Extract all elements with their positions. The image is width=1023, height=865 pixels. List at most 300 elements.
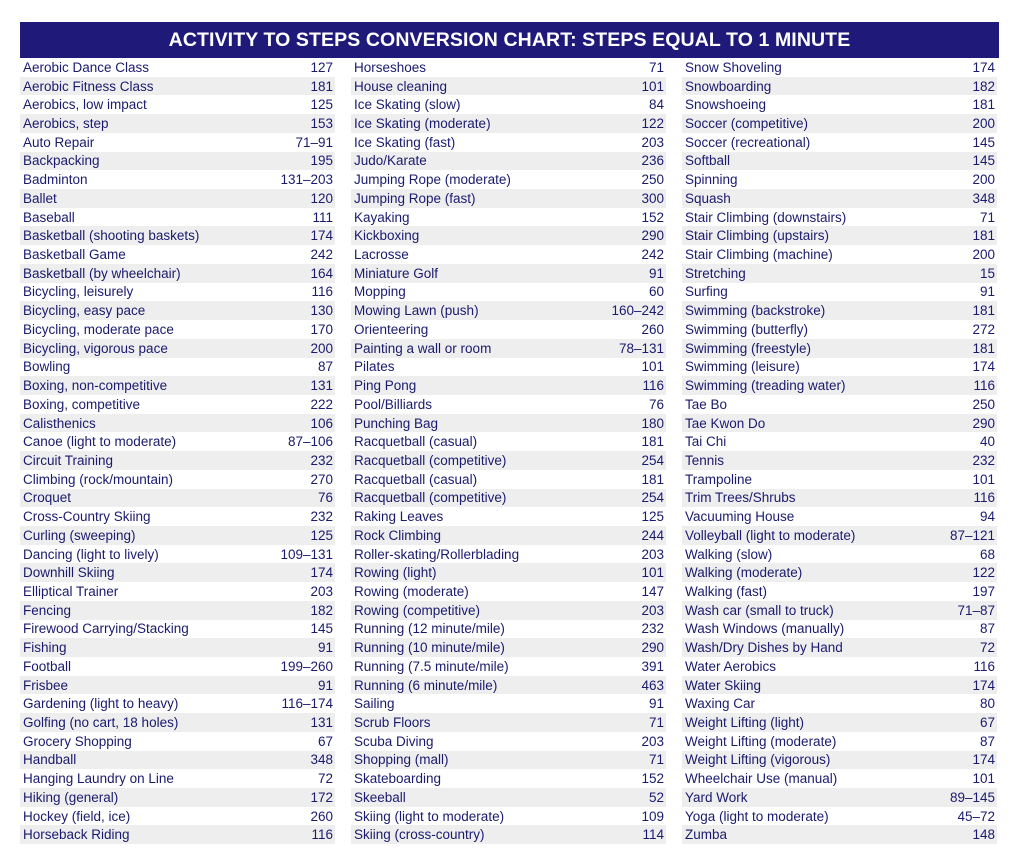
activity-name: Running (7.5 minute/mile) — [354, 658, 509, 674]
activity-name: Mopping — [354, 284, 406, 300]
activity-name: Calisthenics — [23, 415, 96, 431]
table-row — [682, 489, 997, 508]
table-row — [682, 95, 997, 114]
activity-column-2 — [351, 58, 666, 844]
table-row — [20, 713, 335, 732]
activity-name: Auto Repair — [23, 134, 95, 150]
activity-name: Wash Windows (manually) — [685, 621, 845, 637]
table-row — [682, 657, 997, 676]
activity-name: Bicycling, vigorous pace — [23, 340, 168, 356]
table-row — [351, 563, 666, 582]
table-row — [351, 208, 666, 227]
table-row — [20, 152, 335, 171]
table-row — [20, 133, 335, 152]
activity-name: Aerobics, low impact — [23, 97, 147, 113]
table-row — [20, 732, 335, 751]
steps-value: 52 — [648, 789, 664, 805]
steps-value: 72 — [317, 771, 333, 787]
activity-column-3 — [682, 58, 997, 844]
steps-value: 72 — [979, 640, 995, 656]
steps-value: 125 — [310, 527, 333, 543]
table-row — [20, 489, 335, 508]
steps-value: 180 — [641, 415, 664, 431]
table-row — [351, 620, 666, 639]
activity-name: Scrub Floors — [354, 715, 431, 731]
steps-value: 71–91 — [295, 134, 333, 150]
steps-value: 111 — [312, 209, 333, 225]
activity-name: Shopping (mall) — [354, 752, 449, 768]
table-row — [20, 189, 335, 208]
steps-value: 174 — [310, 565, 333, 581]
table-row — [682, 414, 997, 433]
table-row — [351, 694, 666, 713]
activity-name: Waxing Car — [685, 696, 756, 712]
steps-value: 84 — [648, 97, 664, 113]
activity-name: Boxing, non-competitive — [23, 378, 168, 394]
activity-name: Wash/Dry Dishes by Hand — [685, 640, 843, 656]
steps-value: 290 — [641, 640, 664, 656]
table-row — [682, 769, 997, 788]
steps-value: 106 — [310, 415, 333, 431]
table-row — [682, 395, 997, 414]
activity-name: Walking (fast) — [685, 583, 768, 599]
table-row — [351, 676, 666, 695]
table-row — [351, 825, 666, 844]
activity-name: Hockey (field, ice) — [23, 808, 131, 824]
table-row — [20, 601, 335, 620]
steps-value: 87–121 — [949, 527, 995, 543]
activity-name: Golfing (no cart, 18 holes) — [23, 715, 179, 731]
activity-name: Frisbee — [23, 677, 69, 693]
steps-value: 172 — [310, 789, 333, 805]
steps-value: 174 — [972, 752, 995, 768]
table-row — [682, 77, 997, 96]
steps-value: 195 — [310, 153, 333, 169]
steps-value: 91 — [648, 696, 664, 712]
activity-name: Ping Pong — [354, 378, 417, 394]
activity-name: Gardening (light to heavy) — [23, 696, 179, 712]
table-row — [682, 507, 997, 526]
table-row — [351, 545, 666, 564]
table-row — [682, 245, 997, 264]
steps-value: 300 — [641, 190, 664, 206]
activity-name: Running (10 minute/mile) — [354, 640, 505, 656]
steps-value: 391 — [641, 658, 664, 674]
steps-value: 200 — [972, 247, 995, 263]
steps-value: 15 — [979, 265, 995, 281]
steps-value: 76 — [648, 396, 664, 412]
steps-value: 242 — [310, 247, 333, 263]
activity-name: Wheelchair Use (manual) — [685, 771, 838, 787]
steps-value: 89–145 — [949, 789, 995, 805]
activity-name: Rowing (light) — [354, 565, 437, 581]
steps-value: 120 — [310, 190, 333, 206]
table-row — [20, 414, 335, 433]
steps-value: 270 — [310, 471, 333, 487]
activity-name: Snowshoeing — [685, 97, 767, 113]
steps-value: 254 — [641, 490, 664, 506]
steps-value: 244 — [641, 527, 664, 543]
steps-value: 145 — [972, 153, 995, 169]
steps-value: 145 — [972, 134, 995, 150]
table-row — [682, 339, 997, 358]
steps-value: 145 — [310, 621, 333, 637]
activity-name: Mowing Lawn (push) — [354, 303, 479, 319]
activity-name: Fishing — [23, 640, 67, 656]
table-row — [682, 563, 997, 582]
table-row — [682, 152, 997, 171]
activity-name: House cleaning — [354, 78, 448, 94]
activity-name: Basketball Game — [23, 247, 126, 263]
steps-value: 260 — [641, 321, 664, 337]
steps-value: 160–242 — [611, 303, 664, 319]
activity-name: Skiing (cross-country) — [354, 827, 485, 843]
activity-name: Surfing — [685, 284, 728, 300]
activity-name: Elliptical Trainer — [23, 583, 119, 599]
steps-value: 91 — [317, 640, 333, 656]
activity-name: Pool/Billiards — [354, 396, 433, 412]
activity-name: Backpacking — [23, 153, 100, 169]
table-row — [20, 226, 335, 245]
table-row — [682, 301, 997, 320]
table-row — [20, 807, 335, 826]
steps-value: 71 — [979, 209, 995, 225]
activity-name: Racquetball (casual) — [354, 434, 478, 450]
table-row — [351, 77, 666, 96]
table-row — [351, 95, 666, 114]
table-row — [20, 264, 335, 283]
steps-value: 131 — [310, 715, 333, 731]
steps-value: 203 — [310, 583, 333, 599]
steps-value: 71–87 — [957, 602, 995, 618]
steps-value: 109–131 — [280, 546, 333, 562]
activity-name: Wash car (small to truck) — [685, 602, 834, 618]
activity-name: Aerobic Dance Class — [23, 59, 150, 75]
steps-value: 71 — [648, 59, 664, 75]
activity-name: Skiing (light to moderate) — [354, 808, 505, 824]
table-row — [351, 133, 666, 152]
table-row — [351, 283, 666, 302]
table-row — [351, 245, 666, 264]
table-row — [351, 713, 666, 732]
steps-value: 236 — [641, 153, 664, 169]
activity-name: Basketball (shooting baskets) — [23, 228, 200, 244]
table-row — [351, 358, 666, 377]
table-row — [682, 283, 997, 302]
steps-value: 260 — [310, 808, 333, 824]
steps-value: 87 — [317, 359, 333, 375]
steps-value: 122 — [641, 116, 664, 132]
activity-name: Rock Climbing — [354, 527, 442, 543]
steps-value: 109 — [641, 808, 664, 824]
steps-value: 60 — [648, 284, 664, 300]
table-row — [682, 825, 997, 844]
steps-value: 76 — [317, 490, 333, 506]
table-row — [682, 451, 997, 470]
activity-name: Tai Chi — [685, 434, 727, 450]
activity-name: Football — [23, 658, 72, 674]
table-row — [682, 620, 997, 639]
activity-name: Racquetball (competitive) — [354, 452, 507, 468]
activity-name: Rowing (moderate) — [354, 583, 469, 599]
table-row — [20, 563, 335, 582]
activity-name: Tae Kwon Do — [685, 415, 766, 431]
steps-value: 116 — [311, 827, 333, 843]
activity-name: Running (12 minute/mile) — [354, 621, 505, 637]
activity-column-1 — [20, 58, 335, 844]
table-row — [682, 208, 997, 227]
table-row — [351, 751, 666, 770]
steps-value: 250 — [972, 396, 995, 412]
activity-name: Yard Work — [685, 789, 748, 805]
table-row — [20, 507, 335, 526]
table-row — [20, 320, 335, 339]
activity-name: Miniature Golf — [354, 265, 439, 281]
steps-value: 348 — [310, 752, 333, 768]
steps-value: 181 — [641, 434, 664, 450]
activity-name: Dancing (light to lively) — [23, 546, 159, 562]
steps-value: 116 — [642, 378, 664, 394]
table-row — [682, 320, 997, 339]
steps-value: 232 — [310, 509, 333, 525]
activity-name: Snowboarding — [685, 78, 772, 94]
activity-name: Walking (slow) — [685, 546, 773, 562]
activity-name: Softball — [685, 153, 731, 169]
steps-value: 200 — [972, 116, 995, 132]
table-row — [682, 807, 997, 826]
activity-name: Hanging Laundry on Line — [23, 771, 174, 787]
table-row — [20, 77, 335, 96]
table-row — [351, 414, 666, 433]
table-row — [682, 694, 997, 713]
table-row — [682, 638, 997, 657]
activity-name: Badminton — [23, 172, 88, 188]
activity-name: Pilates — [354, 359, 395, 375]
table-row — [20, 451, 335, 470]
activity-name: Trampoline — [685, 471, 753, 487]
activity-name: Stair Climbing (upstairs) — [685, 228, 830, 244]
steps-value: 174 — [972, 59, 995, 75]
table-row — [20, 657, 335, 676]
steps-value: 131 — [310, 378, 333, 394]
table-row — [682, 376, 997, 395]
steps-value: 242 — [641, 247, 664, 263]
table-row — [351, 189, 666, 208]
steps-value: 101 — [641, 565, 664, 581]
activity-name: Soccer (competitive) — [685, 116, 809, 132]
table-row — [20, 751, 335, 770]
table-row — [682, 582, 997, 601]
steps-value: 181 — [310, 78, 333, 94]
activity-name: Swimming (leisure) — [685, 359, 800, 375]
activity-name: Spinning — [685, 172, 738, 188]
steps-value: 197 — [972, 583, 995, 599]
steps-value: 199–260 — [280, 658, 333, 674]
table-row — [20, 339, 335, 358]
activity-name: Curling (sweeping) — [23, 527, 136, 543]
steps-value: 232 — [641, 621, 664, 637]
steps-value: 250 — [641, 172, 664, 188]
steps-value: 200 — [310, 340, 333, 356]
activity-name: Snow Shoveling — [685, 59, 782, 75]
steps-value: 116–174 — [281, 696, 333, 712]
activity-name: Bicycling, leisurely — [23, 284, 134, 300]
steps-value: 182 — [972, 78, 995, 94]
table-row — [351, 638, 666, 657]
steps-value: 94 — [979, 509, 995, 525]
table-row — [351, 732, 666, 751]
table-row — [20, 620, 335, 639]
steps-value: 78–131 — [618, 340, 664, 356]
activity-name: Swimming (backstroke) — [685, 303, 826, 319]
steps-value: 181 — [972, 97, 995, 113]
steps-value: 87 — [979, 621, 995, 637]
steps-value: 71 — [648, 752, 664, 768]
activity-name: Circuit Training — [23, 452, 114, 468]
activity-name: Raking Leaves — [354, 509, 444, 525]
steps-value: 45–72 — [957, 808, 995, 824]
steps-value: 200 — [972, 172, 995, 188]
steps-value: 127 — [310, 59, 333, 75]
table-row — [351, 470, 666, 489]
activity-name: Tae Bo — [685, 396, 728, 412]
activity-name: Aerobic Fitness Class — [23, 78, 154, 94]
activity-name: Aerobics, step — [23, 116, 109, 132]
activity-name: Squash — [685, 190, 731, 206]
steps-value: 170 — [310, 321, 333, 337]
table-row — [682, 58, 997, 77]
table-row — [351, 395, 666, 414]
steps-value: 91 — [317, 677, 333, 693]
activity-name: Water Skiing — [685, 677, 762, 693]
activity-name: Ballet — [23, 190, 57, 206]
table-row — [351, 152, 666, 171]
steps-value: 164 — [310, 265, 333, 281]
steps-value: 174 — [972, 359, 995, 375]
activity-name: Bicycling, easy pace — [23, 303, 146, 319]
steps-value: 203 — [641, 546, 664, 562]
table-row — [351, 489, 666, 508]
activity-name: Weight Lifting (moderate) — [685, 733, 837, 749]
steps-value: 152 — [641, 209, 664, 225]
activity-name: Stair Climbing (downstairs) — [685, 209, 847, 225]
steps-value: 116 — [311, 284, 333, 300]
activity-name: Roller-skating/Rollerblading — [354, 546, 520, 562]
steps-value: 67 — [979, 715, 995, 731]
activity-name: Cross-Country Skiing — [23, 509, 151, 525]
steps-value: 67 — [317, 733, 333, 749]
table-row — [351, 601, 666, 620]
table-row — [351, 114, 666, 133]
steps-value: 348 — [972, 190, 995, 206]
steps-value: 232 — [972, 452, 995, 468]
steps-value: 130 — [310, 303, 333, 319]
table-row — [351, 58, 666, 77]
activity-name: Jumping Rope (moderate) — [354, 172, 511, 188]
activity-name: Trim Trees/Shrubs — [685, 490, 796, 506]
table-row — [351, 170, 666, 189]
steps-value: 181 — [972, 228, 995, 244]
table-row — [351, 807, 666, 826]
steps-value: 203 — [641, 733, 664, 749]
steps-value: 203 — [641, 602, 664, 618]
activity-name: Firewood Carrying/Stacking — [23, 621, 189, 637]
activity-name: Lacrosse — [354, 247, 409, 263]
activity-name: Canoe (light to moderate) — [23, 434, 177, 450]
table-row — [20, 769, 335, 788]
table-row — [20, 694, 335, 713]
activity-name: Painting a wall or room — [354, 340, 492, 356]
activity-name: Scuba Diving — [354, 733, 434, 749]
activity-name: Boxing, competitive — [23, 396, 141, 412]
steps-value: 114 — [642, 827, 664, 843]
table-row — [682, 358, 997, 377]
steps-value: 174 — [972, 677, 995, 693]
activity-name: Rowing (competitive) — [354, 602, 481, 618]
table-row — [351, 320, 666, 339]
table-row — [351, 301, 666, 320]
table-row — [20, 245, 335, 264]
steps-value: 101 — [641, 359, 664, 375]
steps-value: 68 — [979, 546, 995, 562]
activity-name: Basketball (by wheelchair) — [23, 265, 181, 281]
steps-value: 40 — [979, 434, 995, 450]
table-row — [20, 432, 335, 451]
activity-name: Volleyball (light to moderate) — [685, 527, 856, 543]
steps-value: 174 — [310, 228, 333, 244]
steps-value: 101 — [972, 471, 995, 487]
activity-name: Handball — [23, 752, 77, 768]
table-row — [20, 95, 335, 114]
table-row — [682, 432, 997, 451]
table-row — [20, 545, 335, 564]
table-row — [20, 170, 335, 189]
table-row — [20, 376, 335, 395]
activity-name: Grocery Shopping — [23, 733, 132, 749]
activity-name: Punching Bag — [354, 415, 439, 431]
activity-name: Water Aerobics — [685, 658, 777, 674]
table-row — [351, 376, 666, 395]
steps-value: 290 — [972, 415, 995, 431]
steps-value: 116 — [973, 378, 995, 394]
activity-name: Ice Skating (slow) — [354, 97, 461, 113]
activity-name: Yoga (light to moderate) — [685, 808, 829, 824]
activity-name: Walking (moderate) — [685, 565, 803, 581]
table-row — [682, 788, 997, 807]
table-row — [20, 358, 335, 377]
table-row — [20, 301, 335, 320]
steps-value: 181 — [641, 471, 664, 487]
steps-value: 80 — [979, 696, 995, 712]
table-row — [682, 732, 997, 751]
activity-name: Horseshoes — [354, 59, 427, 75]
steps-value: 181 — [972, 303, 995, 319]
table-row — [20, 470, 335, 489]
chart-title: ACTIVITY TO STEPS CONVERSION CHART: STEPS EQUAL TO 1 MINUTE — [20, 22, 999, 58]
table-row — [20, 114, 335, 133]
table-row — [351, 507, 666, 526]
table-row — [20, 638, 335, 657]
activity-name: Kickboxing — [354, 228, 420, 244]
steps-value: 152 — [641, 771, 664, 787]
activity-name: Stretching — [685, 265, 746, 281]
activity-name: Vacuuming House — [685, 509, 795, 525]
activity-name: Climbing (rock/mountain) — [23, 471, 174, 487]
steps-value: 222 — [310, 396, 333, 412]
activity-name: Hiking (general) — [23, 789, 119, 805]
activity-name: Tennis — [685, 452, 725, 468]
activity-name: Bicycling, moderate pace — [23, 321, 174, 337]
